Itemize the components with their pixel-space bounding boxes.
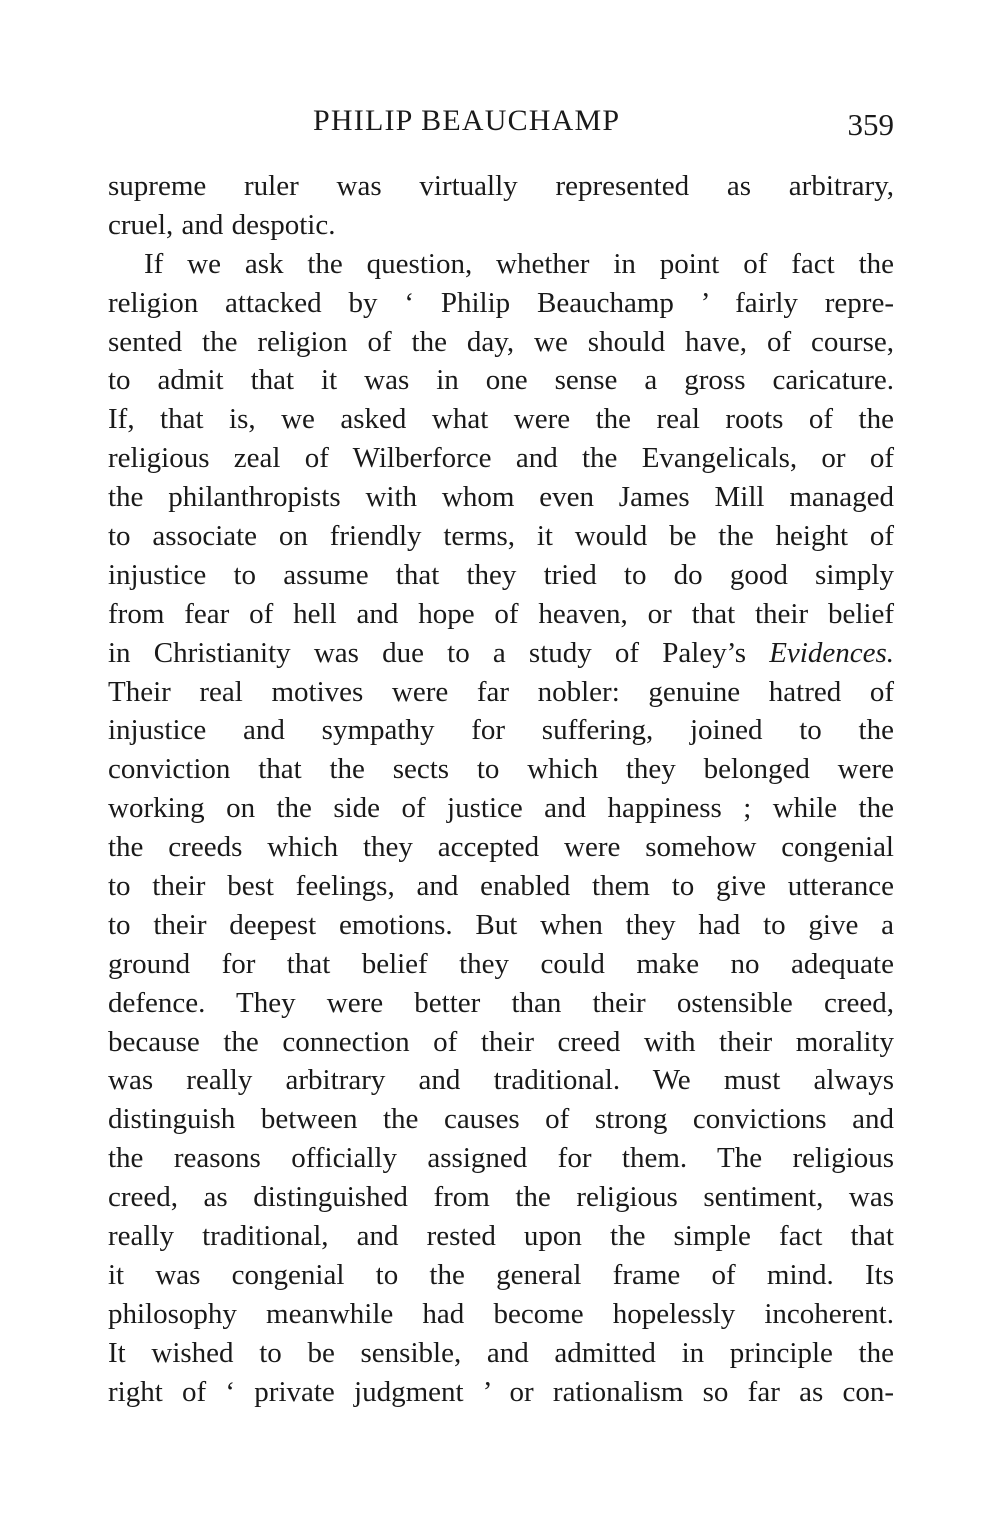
- text-line: to their deepest emotions. But when they had to give a: [108, 908, 894, 941]
- text-line: working on the side of justice and happiness ; while the: [108, 792, 894, 825]
- book-page: [108, 0, 894, 1519]
- text-line: religion attacked by ‘ Philip Beauchamp ’ fairly repre-: [108, 286, 894, 319]
- text-line-with-italic-title: [108, 634, 894, 673]
- text-line: to admit that it was in one sense a gross caricature.: [108, 364, 894, 397]
- text-line: cruel, and despotic.: [108, 208, 336, 241]
- text-line: injustice to assume that they tried to do good simply: [108, 558, 894, 591]
- text-line: the reasons officially assigned for them. The religious: [108, 1142, 894, 1175]
- text-line: Their real motives were far nobler: genuine hatred of: [108, 675, 894, 708]
- page-header: [108, 96, 894, 146]
- text-line: creed, as distinguished from the religious sentiment, was: [108, 1181, 894, 1214]
- paragraph-first-line: If we ask the question, whether in point of fact the: [144, 247, 894, 280]
- text-line: the philanthropists with whom even James Mill managed: [108, 481, 894, 514]
- text-line: it was congenial to the general frame of mind. Its: [108, 1258, 894, 1291]
- text-line: religious zeal of Wilberforce and the Evangelicals, or of: [108, 442, 894, 475]
- text-line: from fear of hell and hope of heaven, or that their belief: [108, 597, 894, 630]
- text-line: If, that is, we asked what were the real roots of the: [108, 403, 894, 436]
- text-line: because the connection of their creed with their morality: [108, 1025, 894, 1058]
- body-text: [108, 167, 894, 1412]
- text-line: the creeds which they accepted were somehow congenial: [108, 831, 894, 864]
- text-line: to their best feelings, and enabled them to give utterance: [108, 870, 894, 903]
- text-line: philosophy meanwhile had become hopelessly incoherent.: [108, 1297, 894, 1330]
- text-line: conviction that the sects to which they belonged were: [108, 753, 894, 786]
- text-line: really traditional, and rested upon the simple fact that: [108, 1220, 894, 1253]
- text-line: It wished to be sensible, and admitted in principle the: [108, 1336, 894, 1369]
- text-line: sented the religion of the day, we should have, of course,: [108, 325, 894, 358]
- text-line: supreme ruler was virtually represented as arbitrary,: [108, 170, 894, 202]
- text-line: ground for that belief they could make no adequate: [108, 947, 894, 980]
- text-line: injustice and sympathy for suffering, joined to the: [108, 714, 894, 747]
- text-line: right of ‘ private judgment ’ or rationalism so far as con-: [108, 1375, 894, 1408]
- page-number: 359: [847, 107, 894, 142]
- running-head-title: PHILIP BEAUCHAMP: [313, 104, 621, 137]
- text-line: was really arbitrary and traditional. We must always: [108, 1064, 894, 1097]
- text-line-segment: in Christianity was due to a study of Paley’s: [108, 636, 747, 669]
- text-line: defence. They were better than their ostensible creed,: [108, 986, 894, 1019]
- text-line: distinguish between the causes of strong convictions and: [108, 1103, 894, 1136]
- text-line: to associate on friendly terms, it would be the height of: [108, 520, 894, 553]
- italic-work-title: Evidences.: [769, 636, 895, 669]
